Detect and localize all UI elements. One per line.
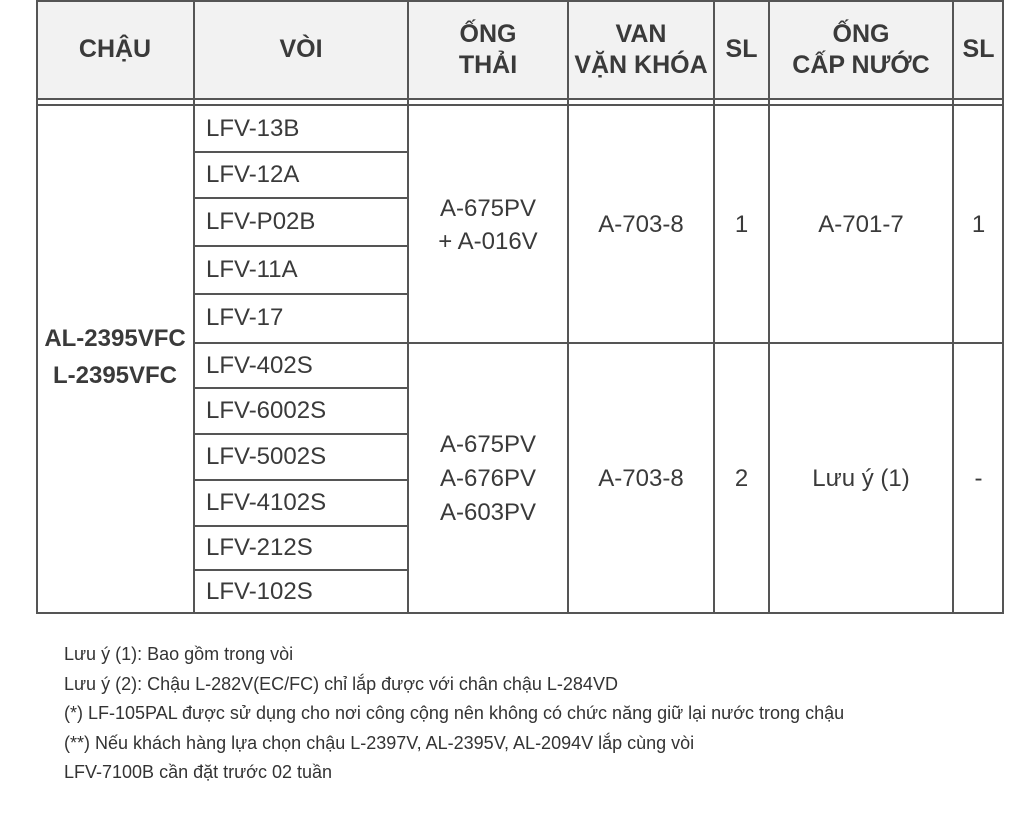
col-divider (768, 0, 770, 614)
drain-part: A-675PV (439, 431, 537, 458)
accessory-table (36, 0, 1004, 614)
faucet-cell (194, 246, 408, 294)
supply-part: A-701-7 (818, 210, 904, 238)
row-divider (194, 293, 408, 295)
supply-part: Lưu ý (1) (812, 464, 910, 492)
drain-cell (408, 106, 568, 344)
header-valve-line2: VẶN KHÓA (574, 51, 708, 79)
header-qty-1 (714, 0, 769, 100)
col-divider (36, 0, 38, 614)
footnote: Lưu ý (1): Bao gồm trong vòi (64, 644, 294, 664)
table-border-bottom (36, 612, 1004, 614)
row-divider (194, 197, 408, 199)
qty-value: - (974, 464, 983, 492)
col-divider (1002, 0, 1004, 614)
basin-model: AL-2395VFC (44, 325, 186, 352)
header-drain (408, 0, 568, 100)
header-supply-line2: CẤP NƯỚC (792, 51, 930, 79)
header-drain-line1: ỐNG (459, 19, 517, 48)
faucet-model: LFV-102S (206, 577, 313, 605)
basin-model: L-2395VFC (52, 362, 178, 389)
faucet-model: LFV-212S (206, 533, 313, 561)
col-divider (952, 0, 954, 614)
row-divider (194, 569, 408, 571)
qty-value: 1 (971, 210, 986, 238)
header-qty-1-label: SL (725, 35, 758, 64)
row-divider (194, 479, 408, 481)
faucet-cell (194, 294, 408, 342)
supply-cell (769, 344, 953, 614)
valve-cell (568, 106, 714, 344)
qty-cell (714, 106, 769, 344)
faucet-model: LFV-11A (206, 255, 298, 283)
col-divider (713, 0, 715, 614)
faucet-model: LFV-P02B (206, 207, 316, 235)
qty-value: 1 (734, 210, 749, 238)
faucet-cell (194, 570, 408, 614)
drain-part: A-676PV (439, 465, 537, 492)
row-divider (194, 245, 408, 247)
row-divider (194, 151, 408, 153)
qty-value: 2 (734, 464, 749, 492)
drain-part: + A-016V (438, 228, 538, 255)
header-divider (36, 98, 1004, 100)
valve-part: A-703-8 (598, 210, 684, 238)
faucet-model: LFV-6002S (206, 396, 327, 424)
header-qty-2-label: SL (962, 35, 995, 64)
footnote: Lưu ý (2): Chậu L-282V(EC/FC) chỉ lắp được với chân chậu L-284VD (64, 673, 618, 694)
group-divider (194, 342, 1004, 344)
header-supply-line1: ỐNG (832, 19, 890, 48)
row-divider (194, 525, 408, 527)
faucet-model: LFV-13B (206, 114, 300, 142)
valve-part: A-703-8 (598, 464, 684, 492)
qty-cell (953, 106, 1004, 344)
faucet-model: LFV-4102S (206, 488, 327, 516)
faucet-cell (194, 344, 408, 388)
header-basin (36, 0, 194, 100)
header-supply (769, 0, 953, 100)
header-drain-line2: THẢI (458, 51, 518, 79)
header-faucet-label: VÒI (279, 35, 323, 64)
faucet-cell (194, 106, 408, 152)
valve-cell (568, 344, 714, 614)
table-border-top (36, 0, 1004, 2)
drain-part: A-603PV (439, 499, 537, 526)
faucet-cell (194, 198, 408, 246)
header-valve-line1: VAN (615, 19, 667, 48)
header-divider (36, 104, 1004, 106)
header-basin-label: CHẬU (78, 35, 152, 64)
faucet-model: LFV-12A (206, 160, 300, 188)
footnotes (64, 640, 844, 788)
footnote: (*) LF-105PAL được sử dụng cho nơi công cộng nên không có chức năng giữ lại nước trong chậu (64, 703, 845, 723)
faucet-model: LFV-5002S (206, 442, 327, 470)
qty-cell (714, 344, 769, 614)
qty-cell (953, 344, 1004, 614)
basin-model-cell (36, 100, 194, 614)
faucet-cell (194, 526, 408, 570)
row-divider (194, 433, 408, 435)
faucet-cell (194, 152, 408, 198)
footnote: (**) Nếu khách hàng lựa chọn chậu L-2397V, AL-2395V, AL-2094V lắp cùng vòi (64, 732, 695, 753)
col-divider (193, 0, 195, 614)
faucet-model: LFV-402S (206, 351, 313, 379)
supply-cell (769, 106, 953, 344)
header-qty-2 (953, 0, 1004, 100)
col-divider (567, 0, 569, 614)
faucet-cell (194, 388, 408, 434)
faucet-cell (194, 434, 408, 480)
footnote: LFV-7100B cần đặt trước 02 tuần (64, 762, 333, 782)
row-divider (194, 387, 408, 389)
col-divider (407, 0, 409, 614)
header-valve (568, 0, 714, 100)
drain-cell (408, 344, 568, 614)
header-faucet (194, 0, 408, 100)
faucet-cell (194, 480, 408, 526)
faucet-model: LFV-17 (206, 303, 284, 331)
drain-part: A-675PV (439, 195, 537, 222)
